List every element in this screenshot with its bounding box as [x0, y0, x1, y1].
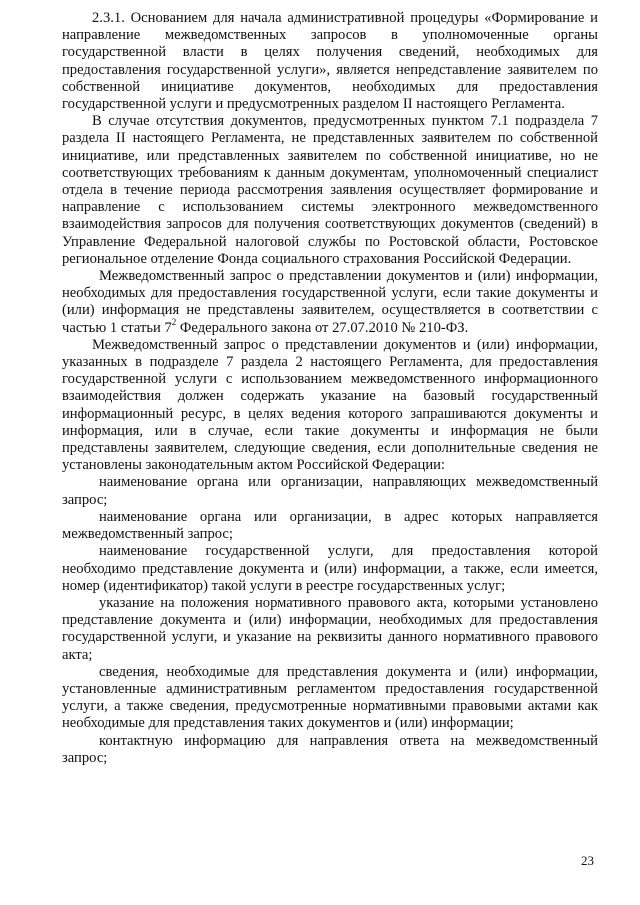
- paragraph-request-legal-basis: [62, 268, 598, 337]
- list-item: контактную информацию для направления ответа на межведомственный запрос;: [62, 732, 598, 766]
- paragraph-basis: 2.3.1. Основанием для начала административной процедуры «Формирование и направление межведомственных запросов в уполномоченные органы государственной власти в целях получения сведений, необходимых для предоставления государственной услуги», является непредставление заявителем по собственной инициативе документов, необходимых для предоставления государственной услуги и предусмотренных разделом II настоящего Регламента.: [62, 10, 598, 113]
- paragraph-request-content: Межведомственный запрос о представлении документов и (или) информации, указанных в подразделе 7 раздела 2 настоящего Регламента, для предоставления государственной услуги с использованием межведомственного информационного взаимодействия должен содержать указание на базовый государственный информационный ресурс, в целях ведения которого запрашиваются документы и информация, или в случае, если такие документы и информация не были представлены заявителем, следующие сведения, если дополнительные сведения не установлены законодательным актом Российской Федерации:: [62, 336, 598, 474]
- document-page: [62, 10, 598, 767]
- paragraph-missing-documents: В случае отсутствия документов, предусмотренных пунктом 7.1 подраздела 7 раздела II настоящего Регламента, не представленных заявителем по собственной инициативе, или представленных заявителем по собственной инициативе, но не соответствующих требованиям к данным документам, уполномоченный специалист отдела в течение периода рассмотрения заявления осуществляет формирование и направление с использованием системы электронного межведомственного взаимодействия запросов для получения соответствующих документов (сведений) в Управление Федеральной налоговой службы по Ростовской области, Ростовское региональное отделение Фонда социального страхования Российской Федерации.: [62, 113, 598, 267]
- paragraph-request-text: Межведомственный запрос о представлении документов и (или) информации, необходимых для предоставления государственной услуги, если такие документы и (или) информация не представлены заявителем, осуществляется в соответствии с частью 1 статьи 7: [62, 268, 598, 336]
- superscript: 2: [171, 316, 177, 327]
- list-item: наименование органа или организации, направляющих межведомственный запрос;: [62, 474, 598, 508]
- list-item: указание на положения нормативного правового акта, которыми установлено представление документа и (или) информации, необходимых для предоставления государственной услуги, и указание на реквизиты данного нормативного правового акта;: [62, 594, 598, 663]
- list-item: наименование органа или организации, в адрес которых направляется межведомственный запрос;: [62, 508, 598, 543]
- list-item: наименование государственной услуги, для предоставления которой необходимо представление документа и (или) информации, а также, если имеется, номер (идентификатор) такой услуги в реестре государственных услуг;: [62, 543, 598, 594]
- paragraph-request-law: Федерального закона от 27.07.2010 № 210-ФЗ.: [176, 319, 469, 336]
- page-number: 23: [581, 853, 594, 868]
- list-item: сведения, необходимые для представления документа и (или) информации, установленные административным регламентом предоставления государственной услуги, а также сведения, предусмотренные нормативными правовыми актами как необходимые для представления таких документов и (или) информации;: [62, 663, 598, 732]
